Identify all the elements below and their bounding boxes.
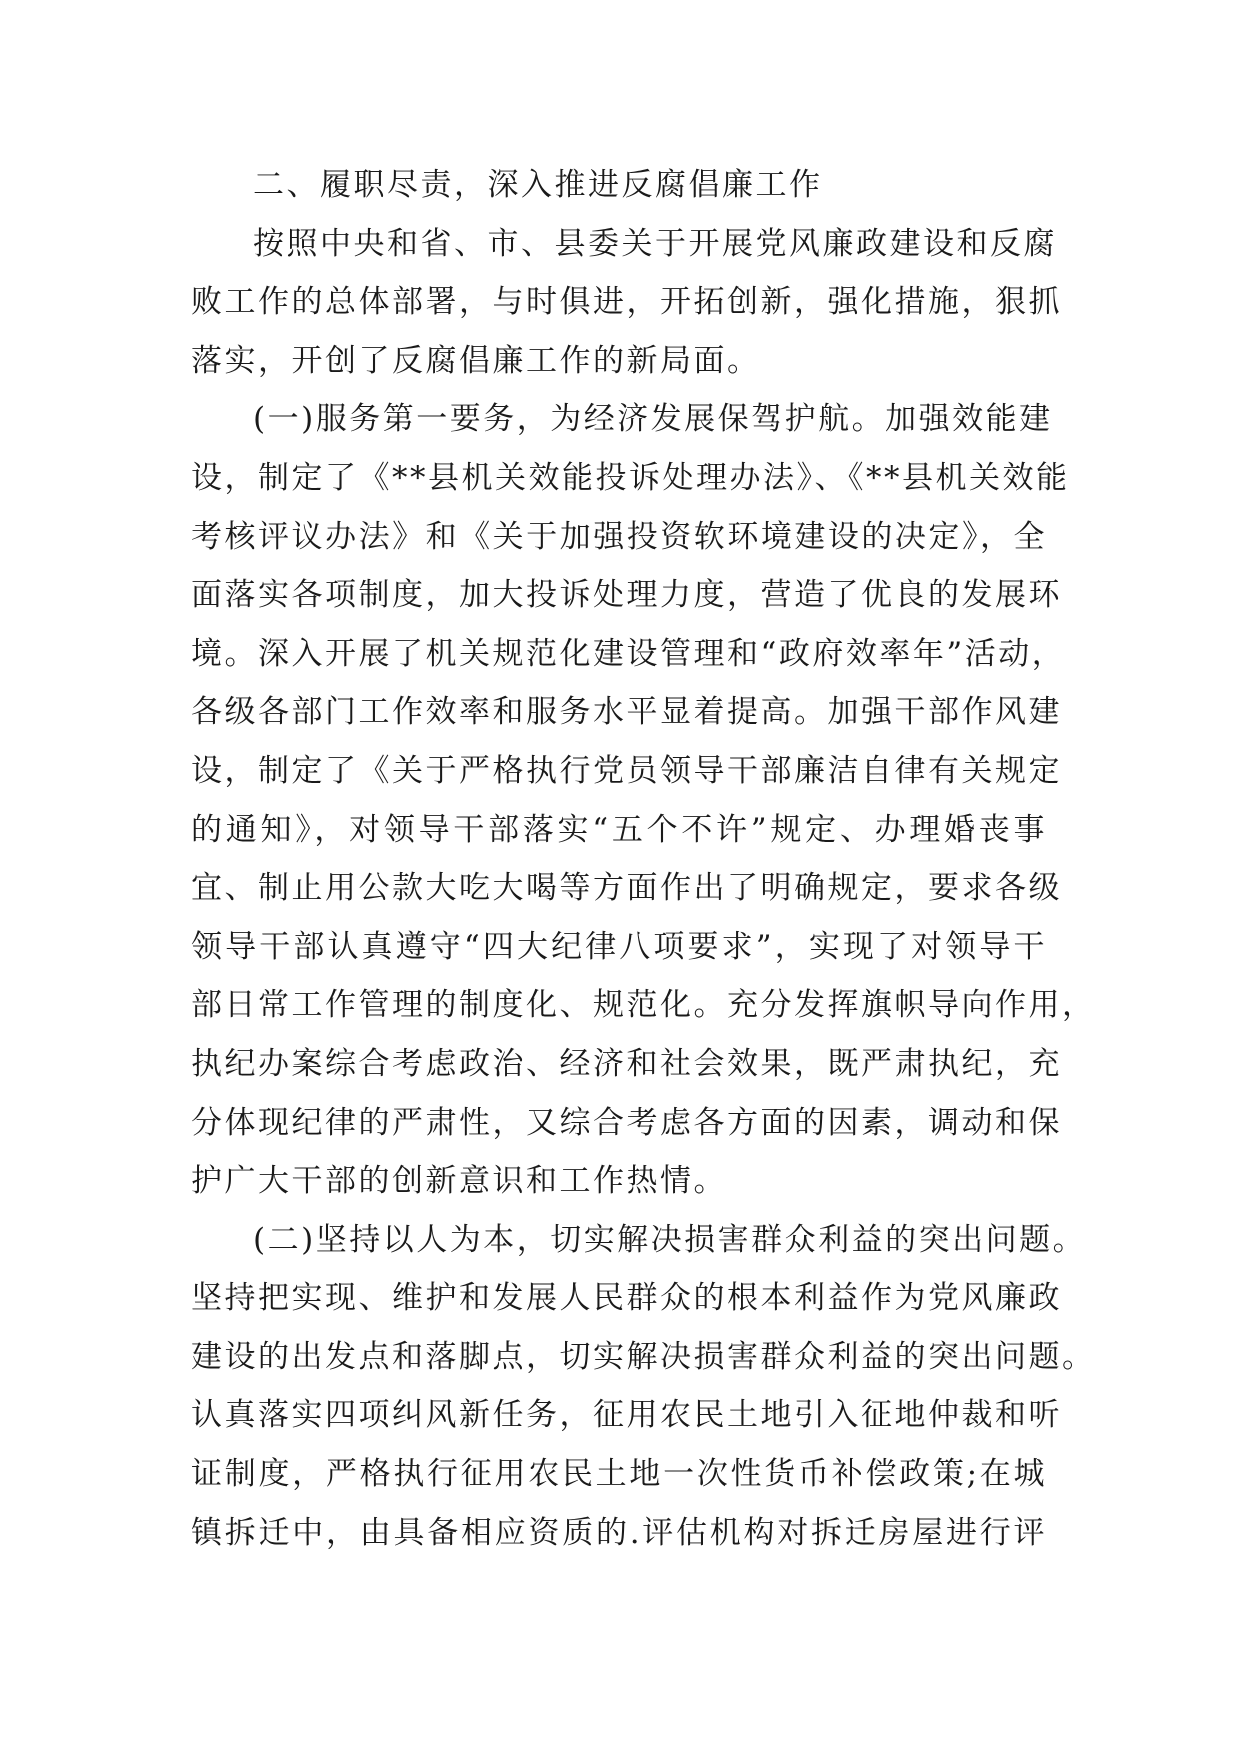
paragraph-line: 落实，开创了反腐倡廉工作的新局面。 <box>191 342 761 379</box>
paragraph-line: 境。深入开展了机关规范化建设管理和“政府效率年”活动， <box>191 635 1066 672</box>
paragraph-line: 建设的出发点和落脚点，切实解决损害群众利益的突出问题。 <box>191 1338 1096 1375</box>
paragraph-line: 领导干部认真遵守“四大纪律八项要求”，实现了对领导干 <box>191 928 1047 965</box>
paragraph-intro <box>191 215 1062 391</box>
paragraph-line: 设，制定了《**县机关效能投诉处理办法》、《**县机关效能 <box>191 459 1070 496</box>
paragraph-line: 坚持把实现、维护和发展人民群众的根本利益作为党风廉政 <box>191 1280 1062 1317</box>
paragraph-line: 面落实各项制度，加大投诉处理力度，营造了优良的发展环 <box>191 577 1062 614</box>
paragraph-line: (一)服务第一要务，为经济发展保驾护航。加强效能建 <box>253 401 1053 438</box>
paragraph-line: 执纪办案综合考虑政治、经济和社会效果，既严肃执纪，充 <box>191 1045 1062 1082</box>
paragraph-line: (二)坚持以人为本，切实解决损害群众利益的突出问题。 <box>253 1221 1087 1258</box>
paragraph-line: 宜、制止用公款大吃大喝等方面作出了明确规定，要求各级 <box>191 870 1062 907</box>
paragraph-line: 分体现纪律的严肃性，又综合考虑各方面的因素，调动和保 <box>191 1104 1062 1141</box>
paragraph-line: 认真落实四项纠风新任务，征用农民土地引入征地仲裁和听 <box>191 1397 1062 1434</box>
paragraph-line: 败工作的总体部署，与时俱进，开拓创新，强化措施，狠抓 <box>191 284 1062 321</box>
paragraph-line: 护广大干部的创新意识和工作热情。 <box>191 1163 727 1200</box>
paragraph-service <box>191 390 1096 1210</box>
paragraph-line: 镇拆迁中，由具备相应资质的.评估机构对拆迁房屋进行评 <box>191 1514 1047 1551</box>
paragraph-line: 各级各部门工作效率和服务水平显着提高。加强干部作风建 <box>191 694 1062 731</box>
paragraph-line: 设，制定了《关于严格执行党员领导干部廉洁自律有关规定 <box>191 752 1062 789</box>
paragraph-line: 的通知》，对领导干部落实“五个不许”规定、办理婚丧事 <box>191 811 1047 848</box>
section-heading: 二、履职尽责，深入推进反腐倡廉工作 <box>253 167 823 203</box>
paragraph-line: 证制度，严格执行征用农民土地一次性货币补偿政策;在城 <box>191 1456 1047 1493</box>
paragraph-line: 部日常工作管理的制度化、规范化。充分发挥旗帜导向作用， <box>191 987 1096 1024</box>
paragraph-people <box>191 1211 1096 1563</box>
paragraph-line: 按照中央和省、市、县委关于开展党风廉政建设和反腐 <box>253 225 1057 262</box>
document-body <box>191 156 1096 1562</box>
paragraph-line: 考核评议办法》和《关于加强投资软环境建设的决定》，全 <box>191 518 1047 555</box>
